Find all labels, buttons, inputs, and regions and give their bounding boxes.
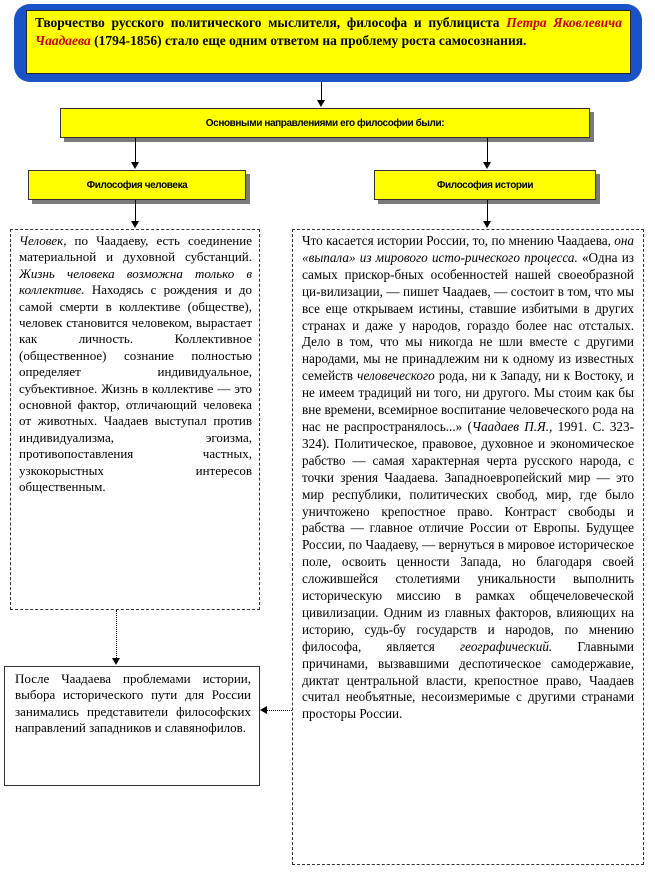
connector-main-man	[135, 138, 136, 164]
arrow-down-icon	[483, 221, 491, 228]
connector-top-main	[321, 82, 322, 102]
main-directions-box: Основными направлениями его философии были:	[60, 108, 590, 138]
banner-name: Петра Яковлевича Чаадаева	[35, 15, 622, 48]
connector-man-text	[135, 200, 136, 222]
arrow-down-icon	[131, 221, 139, 228]
conclusion-text: После Чаадаева проблемами истории, выбора исторического пути для России занимались представители философских направлений западников и славянофилов.	[4, 666, 260, 786]
philosophy-man-box: Философия человека	[28, 170, 246, 200]
arrow-down-icon	[317, 100, 325, 107]
connector-hist-bottom	[266, 710, 292, 711]
arrow-left-icon	[260, 706, 267, 714]
arrow-down-icon	[483, 162, 491, 169]
banner-outro: (1794-1856) стало еще одним ответом на проблему роста самосознания.	[90, 33, 527, 48]
philosophy-history-box: Философия истории	[374, 170, 596, 200]
connector-man-bottom	[116, 610, 117, 660]
connector-hist-text	[487, 200, 488, 222]
top-banner-text	[26, 10, 631, 74]
arrow-down-icon	[131, 162, 139, 169]
philosophy-man-text: Человек, по Чаадаеву, есть соединение материальной и духовной субстанций. Жизнь человека возможна только в коллективе. Находясь с рождения и до самой смерти в коллективе (обществе), человек становится человеком, вырастает как личность. Коллективное (общественное) сознание полностью определяет индивидуальное, субъективное. Жизнь в коллективе — это основной фактор, отличающий человека от животных. Чаадаев выступал против индивидуализма, эгоизма, противопоставления частных, узкокорыстных интересов общественным.	[10, 229, 260, 610]
philosophy-history-text: Что касается истории России, то, по мнению Чаадаева, она «выпала» из мирового исто-рического процесса. «Одна из самых прискор-бных особенностей нашей своеобразной ци-вилизации, — пишет Чаадаев, — состоит в том, что мы все еще открываем истины, ставшие избитыми в других странах и даже у народов, гораздо более нас отсталых. Дело в том, что мы никогда не шли вместе с другими народами, мы не принадлежим ни к одному из известных семейств человеческого рода, ни к Западу, ни к Востоку, и не имеем традиций ни того, ни другого. Мы стоим как бы вне времени, всемирное воспитание человеческого рода на нас не распространялось...» (Чаадаев П.Я., 1991. С. 323-324). Политическое, правовое, духовное и экономическое рабство — самая характерная черта русского народа, с точки зрения Чаадаева. Западноевропейский мир — это мир республики, политических свобод, мир, где было уничтожено крепостное право. Контраст свободы и рабства — главное отличие России от Европы. Будущее России, по Чаадаеву, — вернуться в мировое историческое поле, освоить ценности Запада, но благодаря своей сложившейся столетиями уникальности выполнить историческую миссию в рамках общечеловеческой цивилизации. Одним из главных факторов, влияющих на историю, судь-бу государств и народов, по мнению философа, является географический. Главными причинами, вызвавшими деспотическое самодержавие, диктат центральной власти, крепостное право, Чаадаев считал необъятные, несоизмеримые с другими странами просторы России.	[292, 229, 644, 865]
connector-main-hist	[487, 138, 488, 164]
arrow-down-icon	[112, 658, 120, 665]
banner-intro: Творчество русского политического мыслителя, философа и публициста	[35, 15, 507, 30]
